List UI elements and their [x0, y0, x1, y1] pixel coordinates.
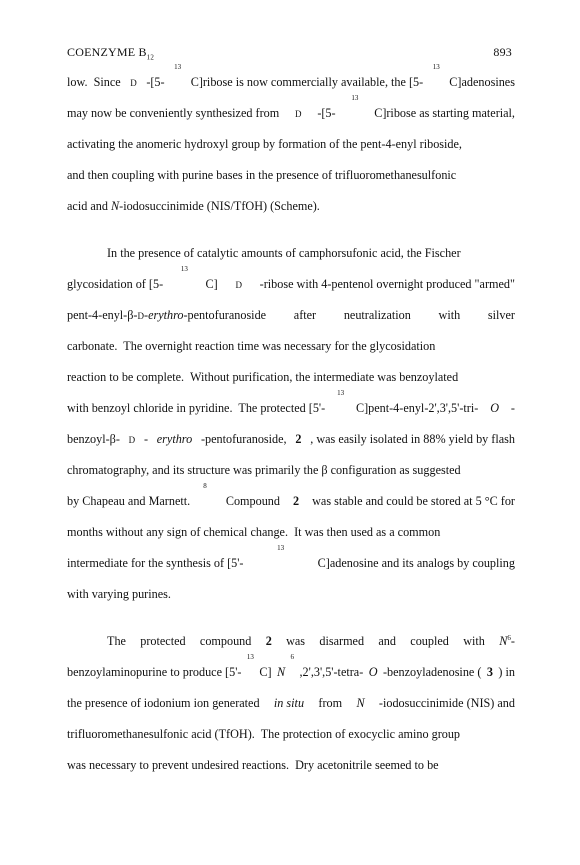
text-line: low. Since d -[5- 13 C]ribose is now commercially available, the [5- 13 C]adenosines — [67, 63, 515, 89]
text-line: pent-4-enyl-β-d-erythro-pentofuranoside after neutralization with silver — [67, 308, 515, 322]
paragraph-2 — [67, 238, 515, 610]
text-line: carbonate. The overnight reaction time was necessary for the glycosidation — [67, 339, 436, 353]
text-line: months without any sign of chemical change. It was then used as a common — [67, 525, 441, 539]
text-line: activating the anomeric hydroxyl group by formation of the pent-4-enyl riboside, — [67, 137, 462, 151]
text-line: and then coupling with purine bases in the presence of trifluoromethanesulfonic — [67, 168, 457, 182]
text-line: may now be conveniently synthesized from d -[5- 13 C]ribose as starting material, — [67, 94, 515, 120]
text-line: acid and N-iodosuccinimide (NIS/TfOH) (Scheme). — [67, 199, 320, 213]
paragraph-1 — [67, 63, 515, 222]
text-line: In the presence of catalytic amounts of camphorsufonic acid, the Fischer — [107, 246, 461, 260]
running-title: COENZYME $B_{12}$ — [67, 45, 155, 62]
text-line: reaction to be complete. Without purification, the intermediate was benzoylated — [67, 370, 459, 384]
text-line: was necessary to prevent undesired reactions. Dry acetonitrile seemed to be — [67, 758, 439, 772]
running-header — [67, 45, 512, 61]
body-text — [67, 63, 515, 797]
page-number: 893 — [493, 45, 512, 59]
text-line: with varying purines. — [67, 587, 171, 601]
text-line: trifluoromethanesulfonic acid (TfOH). The protection of exocyclic amino group — [67, 727, 461, 741]
paragraph-3 — [67, 626, 515, 781]
text-line: the presence of iodonium ion generated in situ from N -iodosuccinimide (NIS) and — [67, 696, 515, 710]
text-line: benzoyl-β- d - erythro -pentofuranoside, 2 , was easily isolated in 88% yield by flash — [67, 432, 515, 446]
text-line: glycosidation of [5- 13 C] d -ribose with 4-pentenol overnight produced "armed" — [67, 265, 515, 291]
text-line: by Chapeau and Marnett. 8 Compound 2 was stable and could be stored at 5 °C for — [67, 482, 515, 508]
text-line: The protected compound 2 was disarmed and coupled with $N^6-$ — [107, 634, 515, 648]
text-line: with benzoyl chloride in pyridine. The protected [5'- 13 C]pent-4-enyl-2',3',5'-tri- O - — [67, 389, 515, 415]
text-line: intermediate for the synthesis of [5'- 13 C]adenosine and its analogs by coupling — [67, 544, 515, 570]
text-line: chromatography, and its structure was primarily the β configuration as suggested — [67, 463, 461, 477]
text-line: benzoylaminopurine to produce [5'- 13 C] N 6 ,2',3',5'-tetra- O -benzoyladenosine ( 3 ) in — [67, 653, 515, 679]
